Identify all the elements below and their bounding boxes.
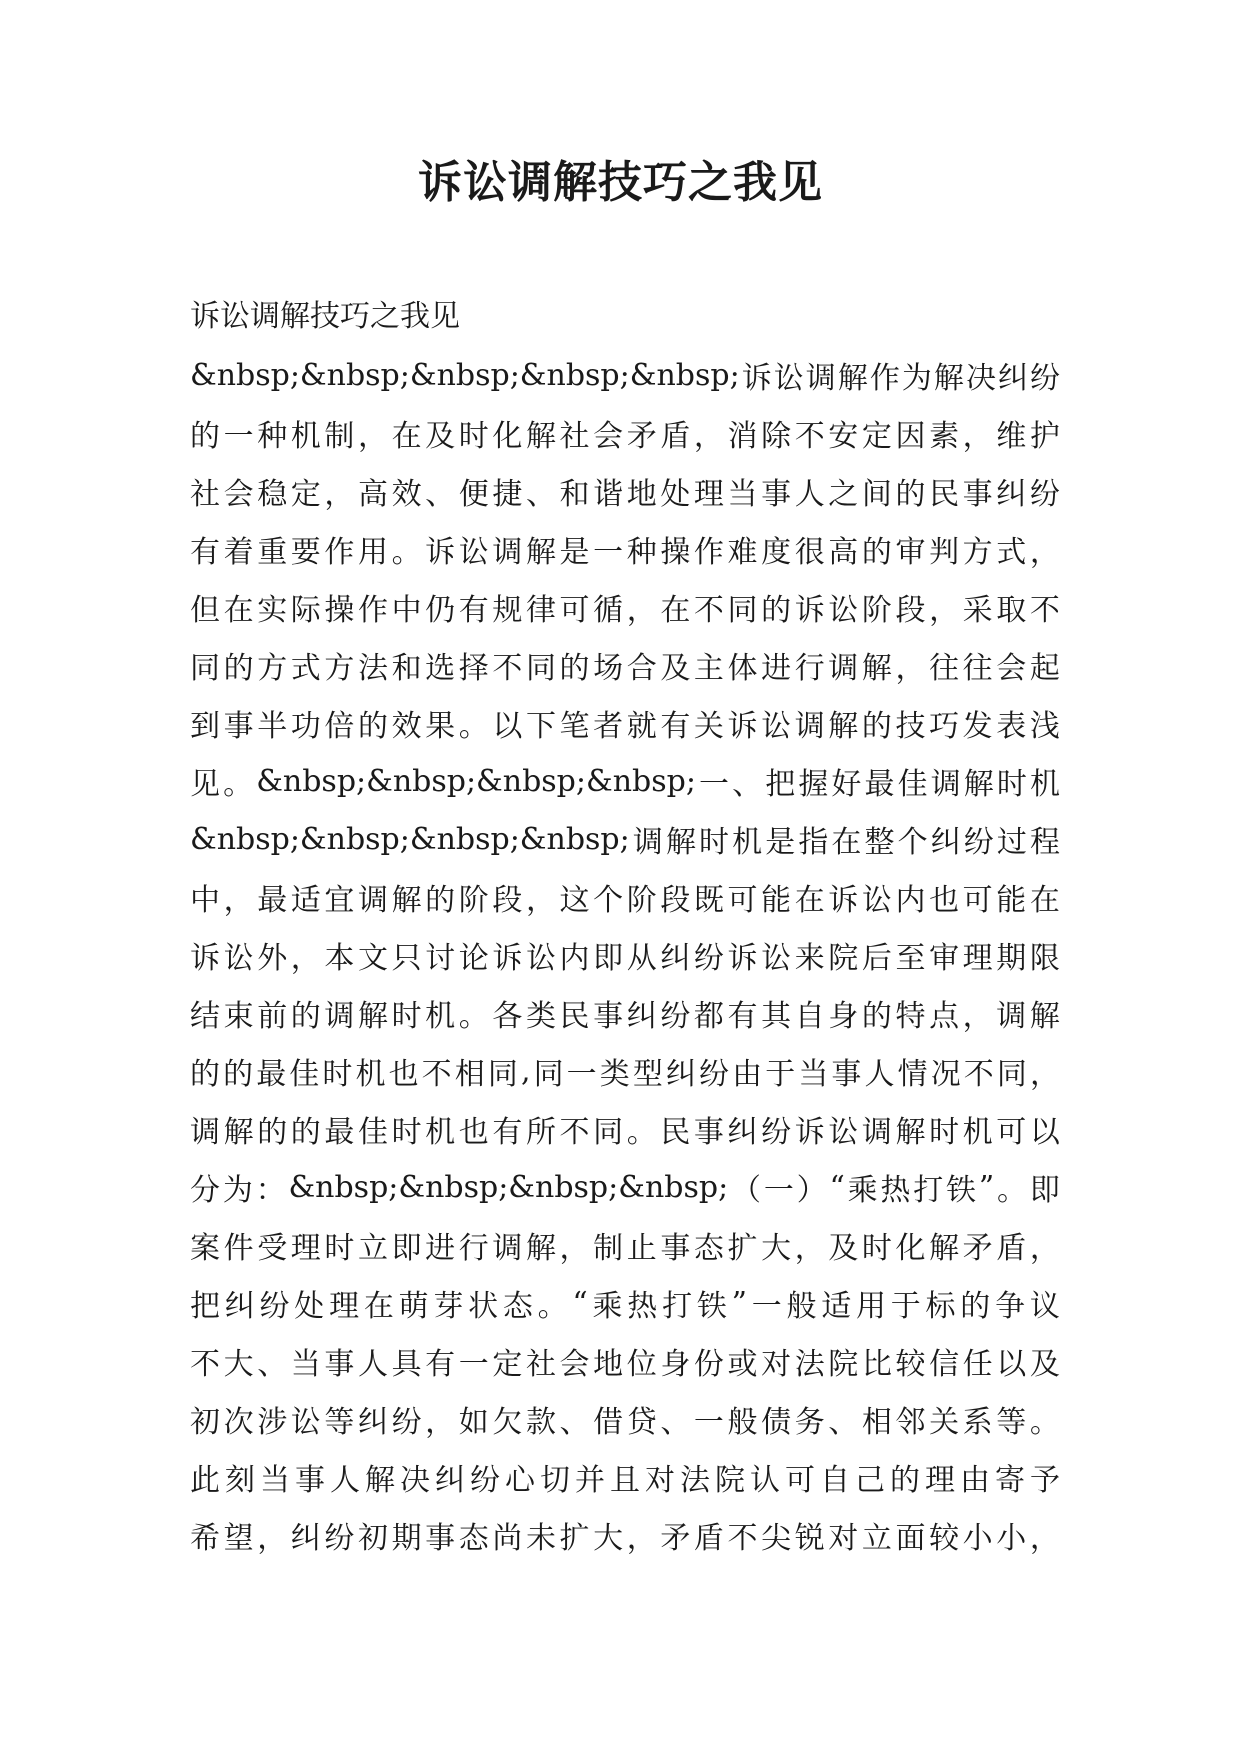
- body-line: 的 一 种 机 制 ， 在 及 时 化 解 社 会 矛 盾 ， 消 除 不 安 定 因 素 ， 维 护: [190, 419, 1060, 454]
- body-line: 但 在 实 际 操 作 中 仍 有 规 律 可 循 ， 在 不 同 的 诉 讼 阶 段 ， 采 取 不: [190, 593, 1060, 628]
- body-line: 社 会 稳 定 ， 高 效 、 便 捷 、 和 谐 地 处 理 当 事 人 之 间 的 民 事 纠 纷: [190, 477, 1060, 512]
- body-line: 此 刻 当 事 人 解 决 纠 纷 心 切 并 且 对 法 院 认 可 自 己 的 理 由 寄 予: [190, 1463, 1060, 1498]
- body-line: 分 为 ： &nbsp;&nbsp;&nbsp;&nbsp; （ 一 ） “ 乘 热 打 铁 ” 。 即: [190, 1169, 1060, 1208]
- body-line: 见 。 &nbsp;&nbsp;&nbsp;&nbsp; 一 、 把 握 好 最 佳 调 解 时 机: [190, 763, 1060, 802]
- body-line: 案 件 受 理 时 立 即 进 行 调 解 ， 制 止 事 态 扩 大 ， 及 时 化 解 矛 盾 ，: [190, 1231, 1060, 1266]
- body-line: 诉 讼 外 ， 本 文 只 讨 论 诉 讼 内 即 从 纠 纷 诉 讼 来 院 后 至 审 理 期 限: [190, 941, 1060, 976]
- body-line: 有 着 重 要 作 用 。 诉 讼 调 解 是 一 种 操 作 难 度 很 高 的 审 判 方 式 ，: [190, 535, 1060, 570]
- body-line: 不 大 、 当 事 人 具 有 一 定 社 会 地 位 身 份 或 对 法 院 比 较 信 任 以 及: [190, 1347, 1060, 1382]
- body-line: 中 ， 最 适 宜 调 解 的 阶 段 ， 这 个 阶 段 既 可 能 在 诉 讼 内 也 可 能 在: [190, 883, 1060, 918]
- body-line: 到 事 半 功 倍 的 效 果 。 以 下 笔 者 就 有 关 诉 讼 调 解 的 技 巧 发 表 浅: [190, 709, 1060, 744]
- body-text: [190, 346, 1060, 1564]
- body-line: &nbsp;&nbsp;&nbsp;&nbsp; 调 解 时 机 是 指 在 整 个 纠 纷 过 程: [190, 821, 1060, 860]
- body-line: 调 解 的 的 最 佳 时 机 也 有 所 不 同 。 民 事 纠 纷 诉 讼 调 解 时 机 可 以: [190, 1115, 1060, 1150]
- document-subtitle: 诉讼调解技巧之我见: [190, 299, 460, 334]
- body-line: 的 的 最 佳 时 机 也 不 相 同 , 同 一 类 型 纠 纷 由 于 当 事 人 情 况 不 同 ，: [190, 1053, 1060, 1092]
- body-line: 把 纠 纷 处 理 在 萌 芽 状 态 。 “ 乘 热 打 铁 ” 一 般 适 用 于 标 的 争 议: [190, 1285, 1060, 1324]
- body-line: 希 望 ， 纠 纷 初 期 事 态 尚 未 扩 大 ， 矛 盾 不 尖 锐 对 立 面 较 小 小 ，: [190, 1521, 1060, 1556]
- body-line: 同 的 方 式 方 法 和 选 择 不 同 的 场 合 及 主 体 进 行 调 解 ， 往 往 会 起: [190, 651, 1060, 686]
- document-title: 诉讼调解技巧之我见: [418, 157, 823, 208]
- body-line: 初 次 涉 讼 等 纠 纷 ， 如 欠 款 、 借 贷 、 一 般 债 务 、 相 邻 关 系 等 。: [190, 1405, 1060, 1440]
- body-line: 结 束 前 的 调 解 时 机 。 各 类 民 事 纠 纷 都 有 其 自 身 的 特 点 ， 调 解: [190, 999, 1060, 1034]
- body-line: &nbsp;&nbsp;&nbsp;&nbsp;&nbsp; 诉 讼 调 解 作 为 解 决 纠 纷: [190, 357, 1060, 396]
